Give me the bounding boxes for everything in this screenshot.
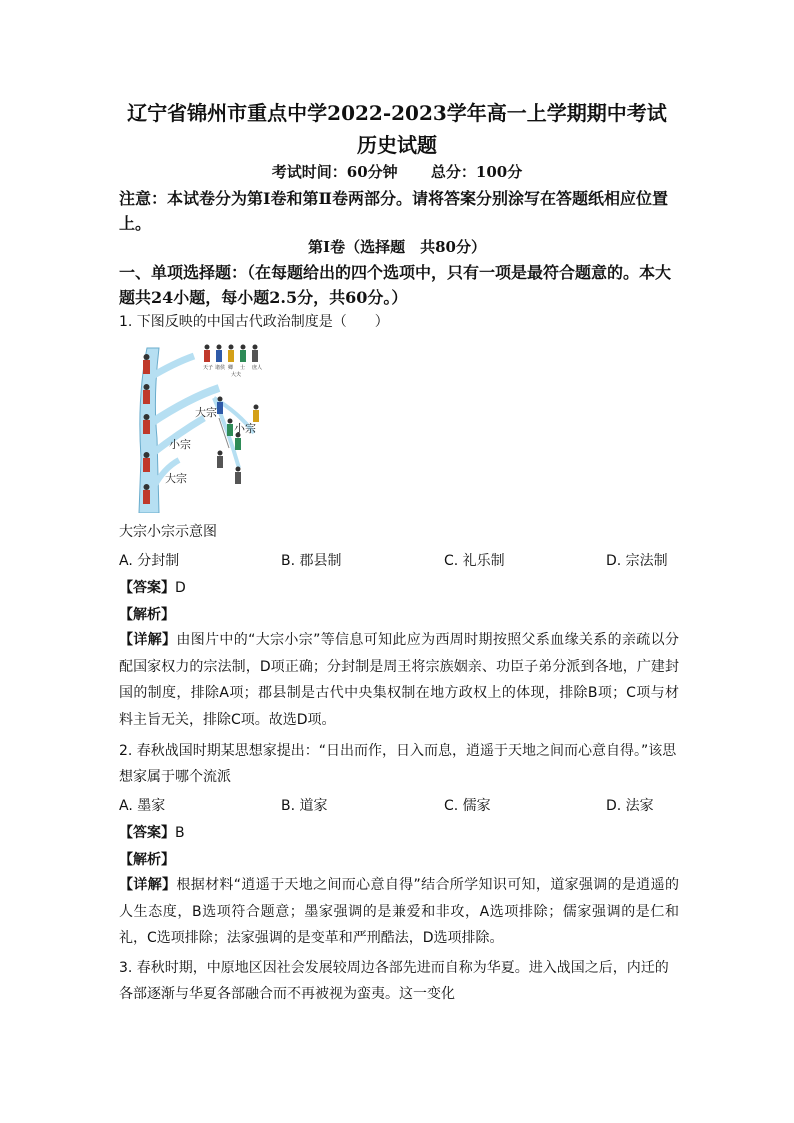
q1-option-b: B. 郡县制 xyxy=(281,553,342,569)
exam-time: 考试时间：60分钟 xyxy=(271,163,398,181)
q1-option-a: A. 分封制 xyxy=(119,553,180,569)
q2-stem: 2. 春秋战国时期某思想家提出：“日出而作，日入而息，逍遥于天地之间而心意自得。”该思想家属于哪个流派 xyxy=(119,743,677,785)
svg-text:大宗: 大宗 xyxy=(195,406,217,419)
q2-analysis-label: 【解析】 xyxy=(119,852,175,868)
exam-title: 辽宁省锦州市重点中学2022-2023学年高一上学期期中考试 xyxy=(127,101,667,125)
q1-stem: 1. 下图反映的中国古代政治制度是（ ） xyxy=(119,314,389,330)
part-heading: 一、单项选择题：（在每题给出的四个选项中，只有一项是最符合题意的。本大题共24小题，每小题2.5分，共60分。） xyxy=(119,263,672,307)
svg-text:小宗: 小宗 xyxy=(234,422,256,435)
exam-subject: 历史试题 xyxy=(357,133,437,157)
rank-label: 庶人 xyxy=(252,365,263,371)
rank-label: 士 xyxy=(240,365,246,371)
q2-option-d: D. 法家 xyxy=(606,798,654,814)
q2-answer: 【答案】B xyxy=(119,825,185,841)
q1-detail: 【详解】由图片中的“大宗小宗”等信息可知此应为西周时期按照父系血缘关系的亲疏以分配国家权力的宗法制，D项正确；分封制是周王将宗族姻亲、功臣子弟分派到各地，广建封国的制度，排除A项；郡县制是古代中央集权制在地方政权上的体现，排除B项；C项与材料主旨无关，排除C项。故选D项。 xyxy=(119,632,679,728)
total-score: 总分：100分 xyxy=(430,163,523,181)
q2-option-c: C. 儒家 xyxy=(444,798,491,814)
rank-labels xyxy=(203,364,262,378)
q1-analysis-label: 【解析】 xyxy=(119,607,175,623)
rank-label: 大夫 xyxy=(231,372,242,378)
svg-text:大宗: 大宗 xyxy=(165,472,187,485)
q1-answer: 【答案】D xyxy=(119,580,186,596)
exam-meta xyxy=(0,161,794,182)
svg-text:小宗: 小宗 xyxy=(169,438,191,451)
q2-option-a: A. 墨家 xyxy=(119,798,166,814)
dazong-xiaozong-diagram xyxy=(119,338,269,513)
rank-label: 天子 xyxy=(203,365,214,371)
rank-label: 诸侯 xyxy=(215,365,226,371)
section-heading: 第Ⅰ卷（选择题 共80分） xyxy=(308,238,486,256)
q2-option-b: B. 道家 xyxy=(281,798,328,814)
exam-notice: 注意：本试卷分为第Ⅰ卷和第Ⅱ卷两部分。请将答案分别涂写在答题纸相应位置上。 xyxy=(119,189,668,233)
rank-label: 卿 xyxy=(228,365,234,371)
figure-caption: 大宗小宗示意图 xyxy=(119,524,217,540)
q2-detail: 【详解】根据材料“逍遥于天地之间而心意自得”结合所学知识可知，道家强调的是逍遥的人生态度，B选项符合题意；墨家强调的是兼爱和非攻，A选项排除；儒家强调的是仁和礼，C选项排除；法家强调的是变革和严刑酷法，D选项排除。 xyxy=(119,877,679,946)
q1-option-c: C. 礼乐制 xyxy=(444,553,505,569)
q1-option-d: D. 宗法制 xyxy=(606,553,668,569)
q3-stem: 3. 春秋时期，中原地区因社会发展较周边各部先进而自称为华夏。进入战国之后，内迁的各部逐渐与华夏各部融合而不再被视为蛮夷。这一变化 xyxy=(119,960,669,1002)
